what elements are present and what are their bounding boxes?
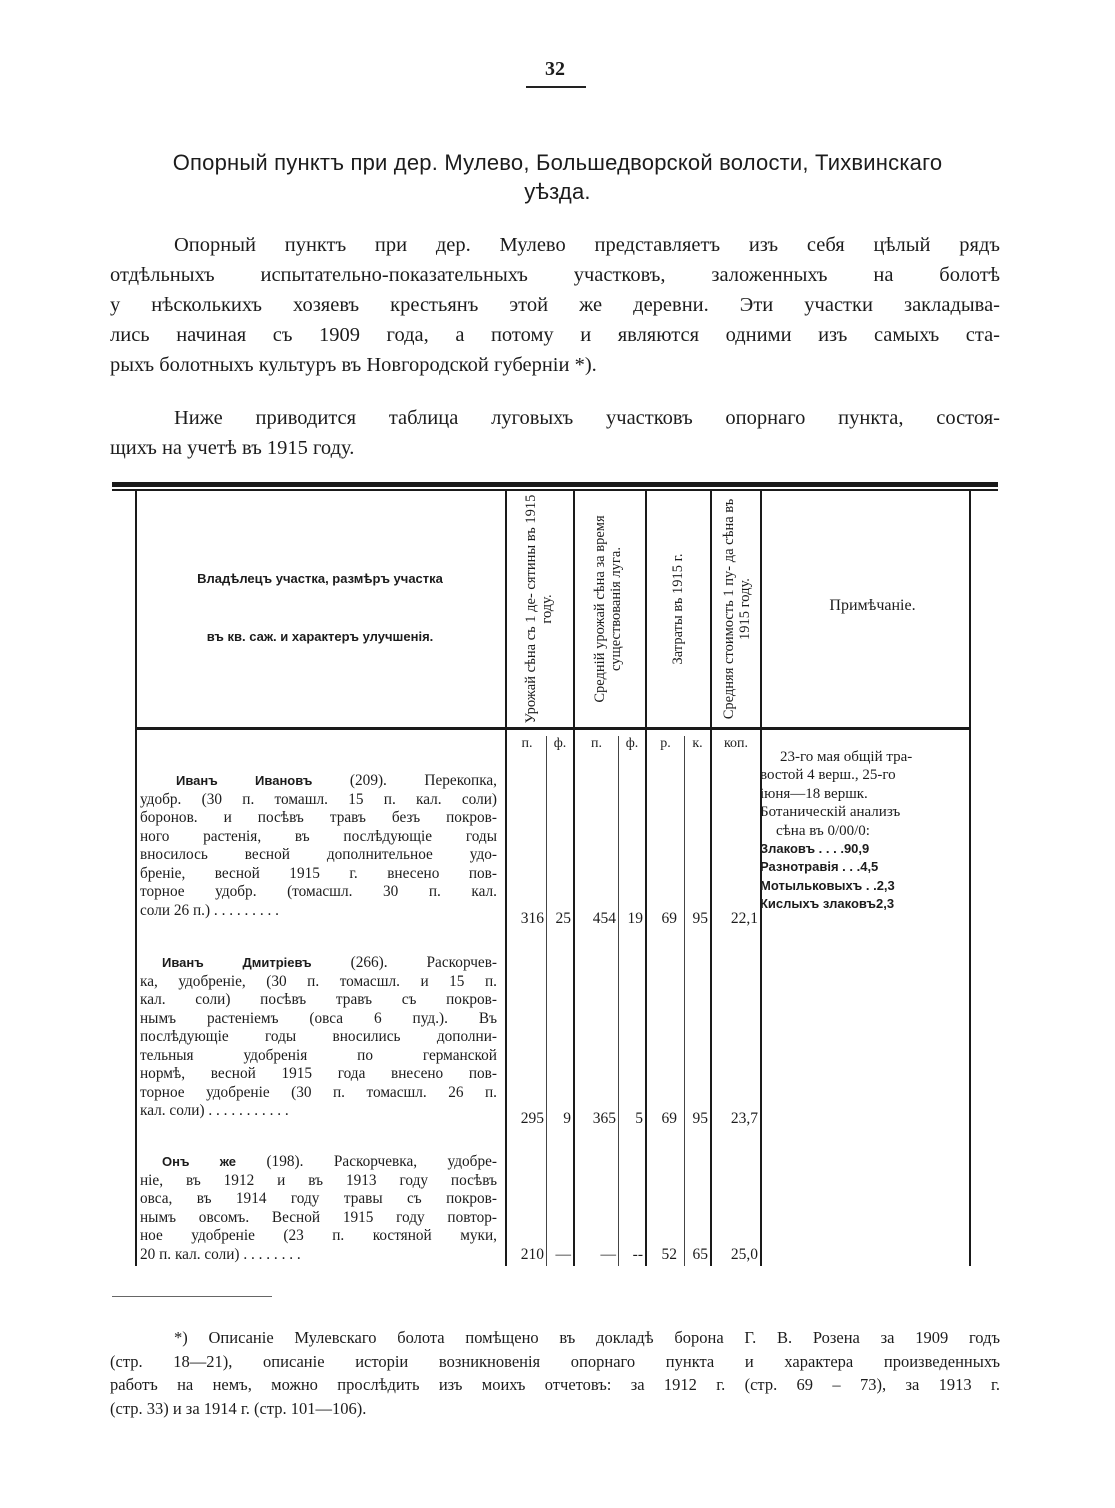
footnote xyxy=(110,1326,1000,1420)
cell-value: — xyxy=(555,1246,571,1263)
cell-value: 316 xyxy=(520,910,544,927)
owner-name: Иванъ Ивановъ xyxy=(176,773,313,788)
row-line: нымъ овсомъ. Весной 1915 году повтор- xyxy=(140,1208,497,1226)
unit-label: р. xyxy=(660,736,671,751)
note-line: востой 4 верш., 25-го xyxy=(760,767,896,784)
analysis-row: Мотыльковыхъ . .2,3 xyxy=(760,877,895,893)
page-number: 32 xyxy=(545,58,565,80)
column-divider xyxy=(645,490,647,1266)
paragraph-line: рыхъ болотныхъ культуръ въ Новгородской губерніи *). xyxy=(110,354,597,376)
cell-value: 25 xyxy=(555,910,571,927)
row-line: кал. соли) . . . . . . . . . . . xyxy=(140,1102,289,1119)
row-line: Онъ же (198). Раскорчевка, удобре- xyxy=(162,1153,497,1170)
header-average-cost: Средняя стоимость 1 пу- да сѣна въ 1915 году. xyxy=(721,498,753,720)
row-line: ное удобреніе (23 п. костяной муки, xyxy=(140,1227,497,1244)
cell-value: — xyxy=(600,1246,616,1263)
paragraph-line: Опорный пунктъ при дер. Мулево представляетъ изъ себя цѣлый рядъ xyxy=(174,234,1000,256)
cell-value: 52 xyxy=(661,1246,677,1263)
section-title-line-1: Опорный пунктъ при дер. Мулево, Большедворской волости, Тихвинскаго xyxy=(172,150,943,175)
cell-value: 295 xyxy=(520,1110,544,1127)
cell-value: 25,0 xyxy=(730,1246,758,1263)
row-line: боронов. и посѣвъ травъ безъ покров- xyxy=(140,809,497,826)
footnote-line: (стр. 33) и за 1914 г. (стр. 101—106). xyxy=(110,1398,367,1418)
row-line: кал. соли) посѣвъ травъ съ покров- xyxy=(140,991,497,1008)
note-cell xyxy=(760,748,972,914)
owner-name: Онъ же xyxy=(162,1154,236,1169)
row-line: торное удобреніе (30 п. томасшл. 26 п. xyxy=(140,1083,497,1101)
header-note: Примѣчаніе. xyxy=(829,597,916,614)
unit-label: п. xyxy=(521,736,533,751)
cell-value: 69 xyxy=(661,910,677,927)
row-line: 20 п. кал. соли) . . . . . . . . xyxy=(140,1245,301,1263)
row-line: соли 26 п.) . . . . . . . . . xyxy=(140,901,279,919)
footnote-line: (стр. 18—21), описаніе исторіи возникновенія опорнаго пункта и характера произведенныхъ xyxy=(110,1351,1000,1371)
unit-label: коп. xyxy=(723,736,749,751)
paragraph-line: Ниже приводится таблица луговыхъ участковъ опорнаго пункта, состоя- xyxy=(174,407,1000,429)
unit-label: к. xyxy=(692,736,703,751)
analysis-row: Злаковъ . . . .90,9 xyxy=(760,840,870,856)
table-border-left xyxy=(135,490,137,1266)
cell-value: 65 xyxy=(692,1246,708,1263)
row-line: овса, въ 1914 году травы съ покров- xyxy=(140,1190,497,1207)
footnote-separator xyxy=(112,1296,272,1297)
paragraph-line: у нѣсколькихъ хозяевъ крестьянъ этой же деревни. Эти участки закладыва- xyxy=(110,294,1000,316)
note-line: Ботаническій анализъ xyxy=(760,804,901,821)
column-divider xyxy=(573,490,575,1266)
cell-value: 210 xyxy=(520,1246,544,1263)
row-line: ніе, въ 1912 и въ 1913 году посѣвъ xyxy=(140,1171,497,1189)
note-line: іюня—18 вершк. xyxy=(760,785,868,802)
analysis-row: Кислыхъ злаковъ2,3 xyxy=(760,896,895,912)
analysis-row: Разнотравія . . .4,5 xyxy=(760,859,879,875)
row-line: нымъ растеніемъ (овса 6 пуд.). Въ xyxy=(140,1009,497,1027)
cell-value: 22,1 xyxy=(730,910,758,927)
unit-label: п. xyxy=(591,736,602,751)
row-line: Иванъ Дмитріевъ (266). Раскорчев- xyxy=(162,954,498,971)
header-owner-line-1: Владѣлецъ участка, размѣръ участка xyxy=(197,571,443,586)
paragraph-line: лись начиная съ 1909 года, а потому и являются одними изъ самыхъ ста- xyxy=(110,324,1000,346)
subcolumn-divider xyxy=(684,736,685,1266)
header-owner-line-2: въ кв. саж. и характеръ улучшенія. xyxy=(206,629,434,644)
note-line: сѣна въ 0/00/0: xyxy=(776,822,870,839)
table-intro-paragraph xyxy=(110,403,1000,463)
row-line: тельныя удобренія по германской xyxy=(140,1046,497,1064)
owner-name: Иванъ Дмитріевъ xyxy=(162,955,312,970)
footnote-line: работъ на немъ, можно прослѣдить изъ моихъ отчетовъ: за 1912 г. (стр. 69 – 73), за 1913 г. xyxy=(110,1375,1000,1394)
table-row-owner-text xyxy=(140,954,497,1121)
table-top-rule-thin xyxy=(112,489,998,491)
row-line: удобр. (30 п. томашл. 15 п. кал. соли) xyxy=(140,790,497,808)
column-divider xyxy=(505,490,507,1266)
unit-label: ф. xyxy=(553,736,567,751)
row-line: торное удобр. (томасшл. 30 п. кал. xyxy=(140,883,497,900)
cell-value: 365 xyxy=(592,1110,616,1127)
row-line: ного растенія, въ послѣдующіе годы xyxy=(140,827,497,845)
cell-value: 69 xyxy=(661,1110,677,1127)
row-line: послѣдующіе годы вносились дополни- xyxy=(140,1028,497,1045)
subcolumn-divider xyxy=(546,736,547,1266)
cell-value: 95 xyxy=(692,910,708,927)
header-costs-1915: Затраты въ 1915 г. xyxy=(670,553,686,665)
cell-value: 454 xyxy=(592,910,616,927)
cell-value: -- xyxy=(632,1246,643,1263)
note-line: 23-го мая общій тра- xyxy=(780,749,913,765)
footnote-line: *) Описаніе Мулевскаго болота помѣщено въ докладѣ борона Г. В. Розена за 1909 годъ xyxy=(174,1328,1000,1347)
unit-label: ф. xyxy=(625,736,639,751)
table-top-rule xyxy=(112,482,998,487)
row-line: нормѣ, весной 1915 года внесено пов- xyxy=(140,1065,497,1082)
table-header-rule xyxy=(135,727,971,730)
paragraph-line: щихъ на учетѣ въ 1915 году. xyxy=(110,437,355,459)
header-yield-1915: Урожай сѣна съ 1 де- сятины въ 1915 году. xyxy=(523,494,555,724)
subcolumn-divider xyxy=(618,736,619,1266)
intro-paragraph xyxy=(110,230,1000,380)
section-title-line-2: уѣзда. xyxy=(524,179,591,204)
table-row-owner-text xyxy=(140,772,497,920)
paragraph-line: отдѣльныхъ испытательно-показательныхъ участковъ, заложенныхъ на болотѣ xyxy=(110,264,1000,286)
cell-value: 9 xyxy=(563,1110,571,1127)
cell-value: 23,7 xyxy=(730,1110,758,1127)
row-line: бреніе, весной 1915 г. внесено пов- xyxy=(140,864,497,882)
row-line: Иванъ Ивановъ (209). Перекопка, xyxy=(176,772,498,789)
cell-value: 5 xyxy=(635,1110,643,1127)
row-line: вносилось весной дополнительное удо- xyxy=(140,846,497,863)
cell-value: 95 xyxy=(692,1110,708,1127)
row-line: ка, удобреніе, (30 п. томасшл. и 15 п. xyxy=(140,972,497,990)
page-number-underline xyxy=(526,86,586,88)
header-average-yield: Средній урожай сѣна за время существованія луга. xyxy=(592,515,624,703)
cell-value: 19 xyxy=(627,910,643,927)
table-row-owner-text xyxy=(140,1153,497,1264)
